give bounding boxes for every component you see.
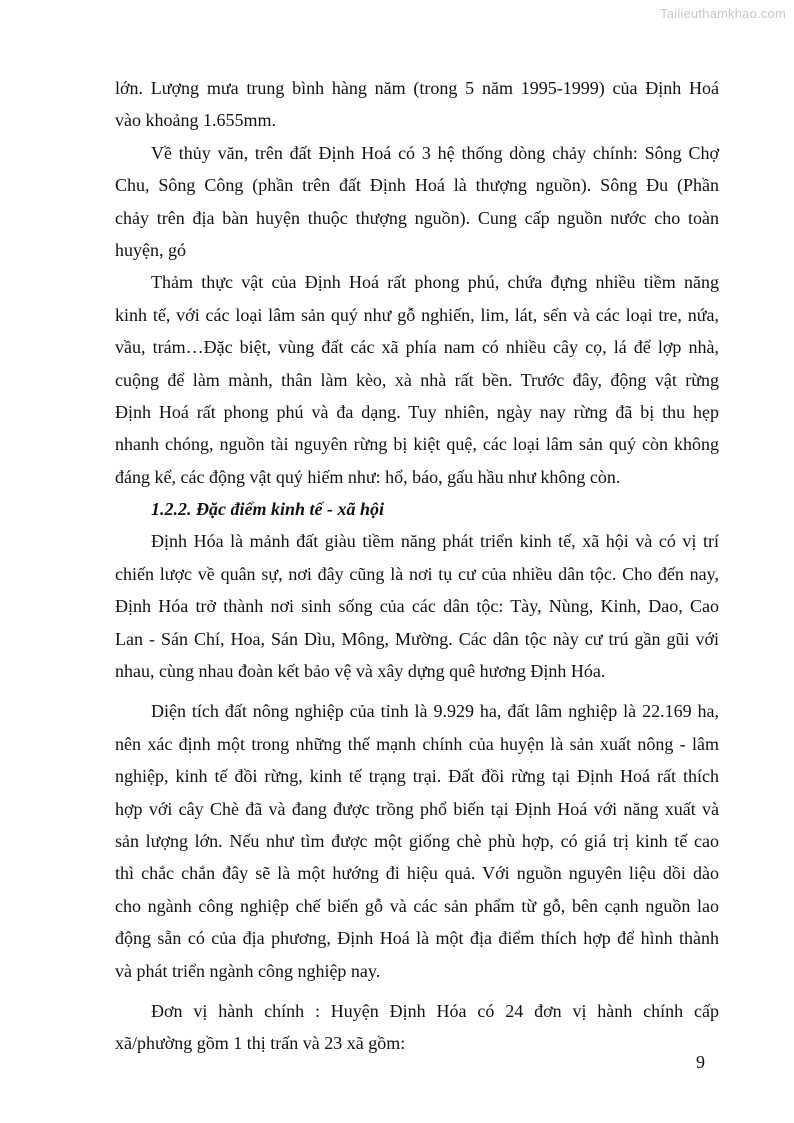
text-line: cho ngành công nghiệp chế biến gỗ và các sản phẩm từ gỗ, bên cạnh nguồn lao	[115, 895, 719, 916]
paragraph-rainfall	[115, 72, 719, 137]
page-number: 9	[696, 1052, 705, 1072]
text-line: và phát triển ngành công nghiệp nay.	[115, 960, 381, 981]
text-line: Định Hoá rất phong phú và đa dạng. Tuy nhiên, ngày nay rừng đã bị thu hẹp	[115, 401, 719, 422]
paragraph-hydrology	[115, 137, 719, 267]
watermark-text: Tailieuthamkhao.com	[660, 6, 786, 21]
document-body	[115, 72, 719, 1060]
text-line: Thảm thực vật của Định Hoá rất phong phú, chứa đựng nhiều tiềm năng	[151, 272, 719, 293]
text-line: sản lượng lớn. Nếu như tìm được một giống chè phù hợp, có giá trị kinh tế cao	[115, 830, 719, 851]
text-line: kinh tế, với các loại lâm sản quý như gỗ nghiến, lim, lát, sến và các loại tre, nứa,	[115, 304, 719, 325]
text-line: chảy trên địa bàn huyện thuộc thượng nguồn). Cung cấp nguồn nước cho toàn	[115, 207, 719, 228]
text-line: động sẵn có của địa phương, Định Hoá là một địa điểm thích hợp để hình thành	[115, 928, 719, 949]
paragraph-administrative-units	[115, 995, 719, 1060]
text-line: thì chắc chắn đây sẽ là một hướng đi hiệu quả. Với nguồn nguyên liệu dồi dào	[115, 863, 719, 884]
paragraph-ethnic-groups	[115, 525, 719, 687]
text-line: Chu, Sông Công (phần trên đất Định Hoá là thượng nguồn). Sông Đu (Phần	[115, 175, 719, 196]
text-line: vầu, trám…Đặc biệt, vùng đất các xã phía nam có nhiều cây cọ, lá để lợp nhà,	[115, 337, 719, 358]
text-line: nghiệp, kinh tế đồi rừng, kinh tế trạng trại. Đất đồi rừng tại Định Hoá rất thích	[115, 766, 719, 787]
text-line: Định Hóa trở thành nơi sinh sống của các dân tộc: Tày, Nùng, Kinh, Dao, Cao	[115, 596, 719, 617]
text-line: Diện tích đất nông nghiệp của tỉnh là 9.929 ha, đất lâm nghiệp là 22.169 ha,	[151, 701, 719, 722]
text-line: Định Hóa là mảnh đất giàu tiềm năng phát triển kinh tế, xã hội và có vị trí	[151, 531, 719, 552]
text-line: vào khoảng 1.655mm.	[115, 110, 276, 131]
text-line: hợp với cây Chè đã và đang được trồng phổ biến tại Định Hoá với năng xuất và	[115, 798, 719, 819]
text-line: chiến lược về quân sự, nơi đây cũng là nơi tụ cư của nhiều dân tộc. Cho đến nay,	[115, 563, 719, 584]
text-line: xã/phường gồm 1 thị trấn và 23 xã gồm:	[115, 1033, 406, 1054]
paragraph-agriculture	[115, 695, 719, 987]
paragraph-vegetation	[115, 266, 719, 493]
text-line: nhanh chóng, nguồn tài nguyên rừng bị kiệt quệ, các loại lâm sản quý còn không	[115, 434, 719, 455]
text-line: đáng kể, các động vật quý hiếm như: hổ, báo, gấu hầu như không còn.	[115, 466, 621, 487]
text-line: huyện, gó	[115, 239, 186, 260]
section-heading: 1.2.2. Đặc điểm kinh tế - xã hội	[151, 499, 384, 520]
text-line: Về thủy văn, trên đất Định Hoá có 3 hệ thống dòng chảy chính: Sông Chợ	[151, 142, 719, 163]
text-line: Đơn vị hành chính : Huyện Định Hóa có 24 đơn vị hành chính cấp	[151, 1000, 719, 1021]
text-line: cuộng để làm mành, thân làm kèo, xà nhà rất bền. Trước đây, động vật rừng	[115, 369, 719, 390]
text-line: nhau, cùng nhau đoàn kết bảo vệ và xây dựng quê hương Định Hóa.	[115, 661, 606, 682]
text-line: nên xác định một trong những thế mạnh chính của huyện là sản xuất nông - lâm	[115, 733, 719, 754]
text-line: Lan - Sán Chí, Hoa, Sán Dìu, Mông, Mường. Các dân tộc này cư trú gần gũi với	[115, 628, 719, 649]
text-line: lớn. Lượng mưa trung bình hàng năm (trong 5 năm 1995-1999) của Định Hoá	[115, 78, 719, 98]
